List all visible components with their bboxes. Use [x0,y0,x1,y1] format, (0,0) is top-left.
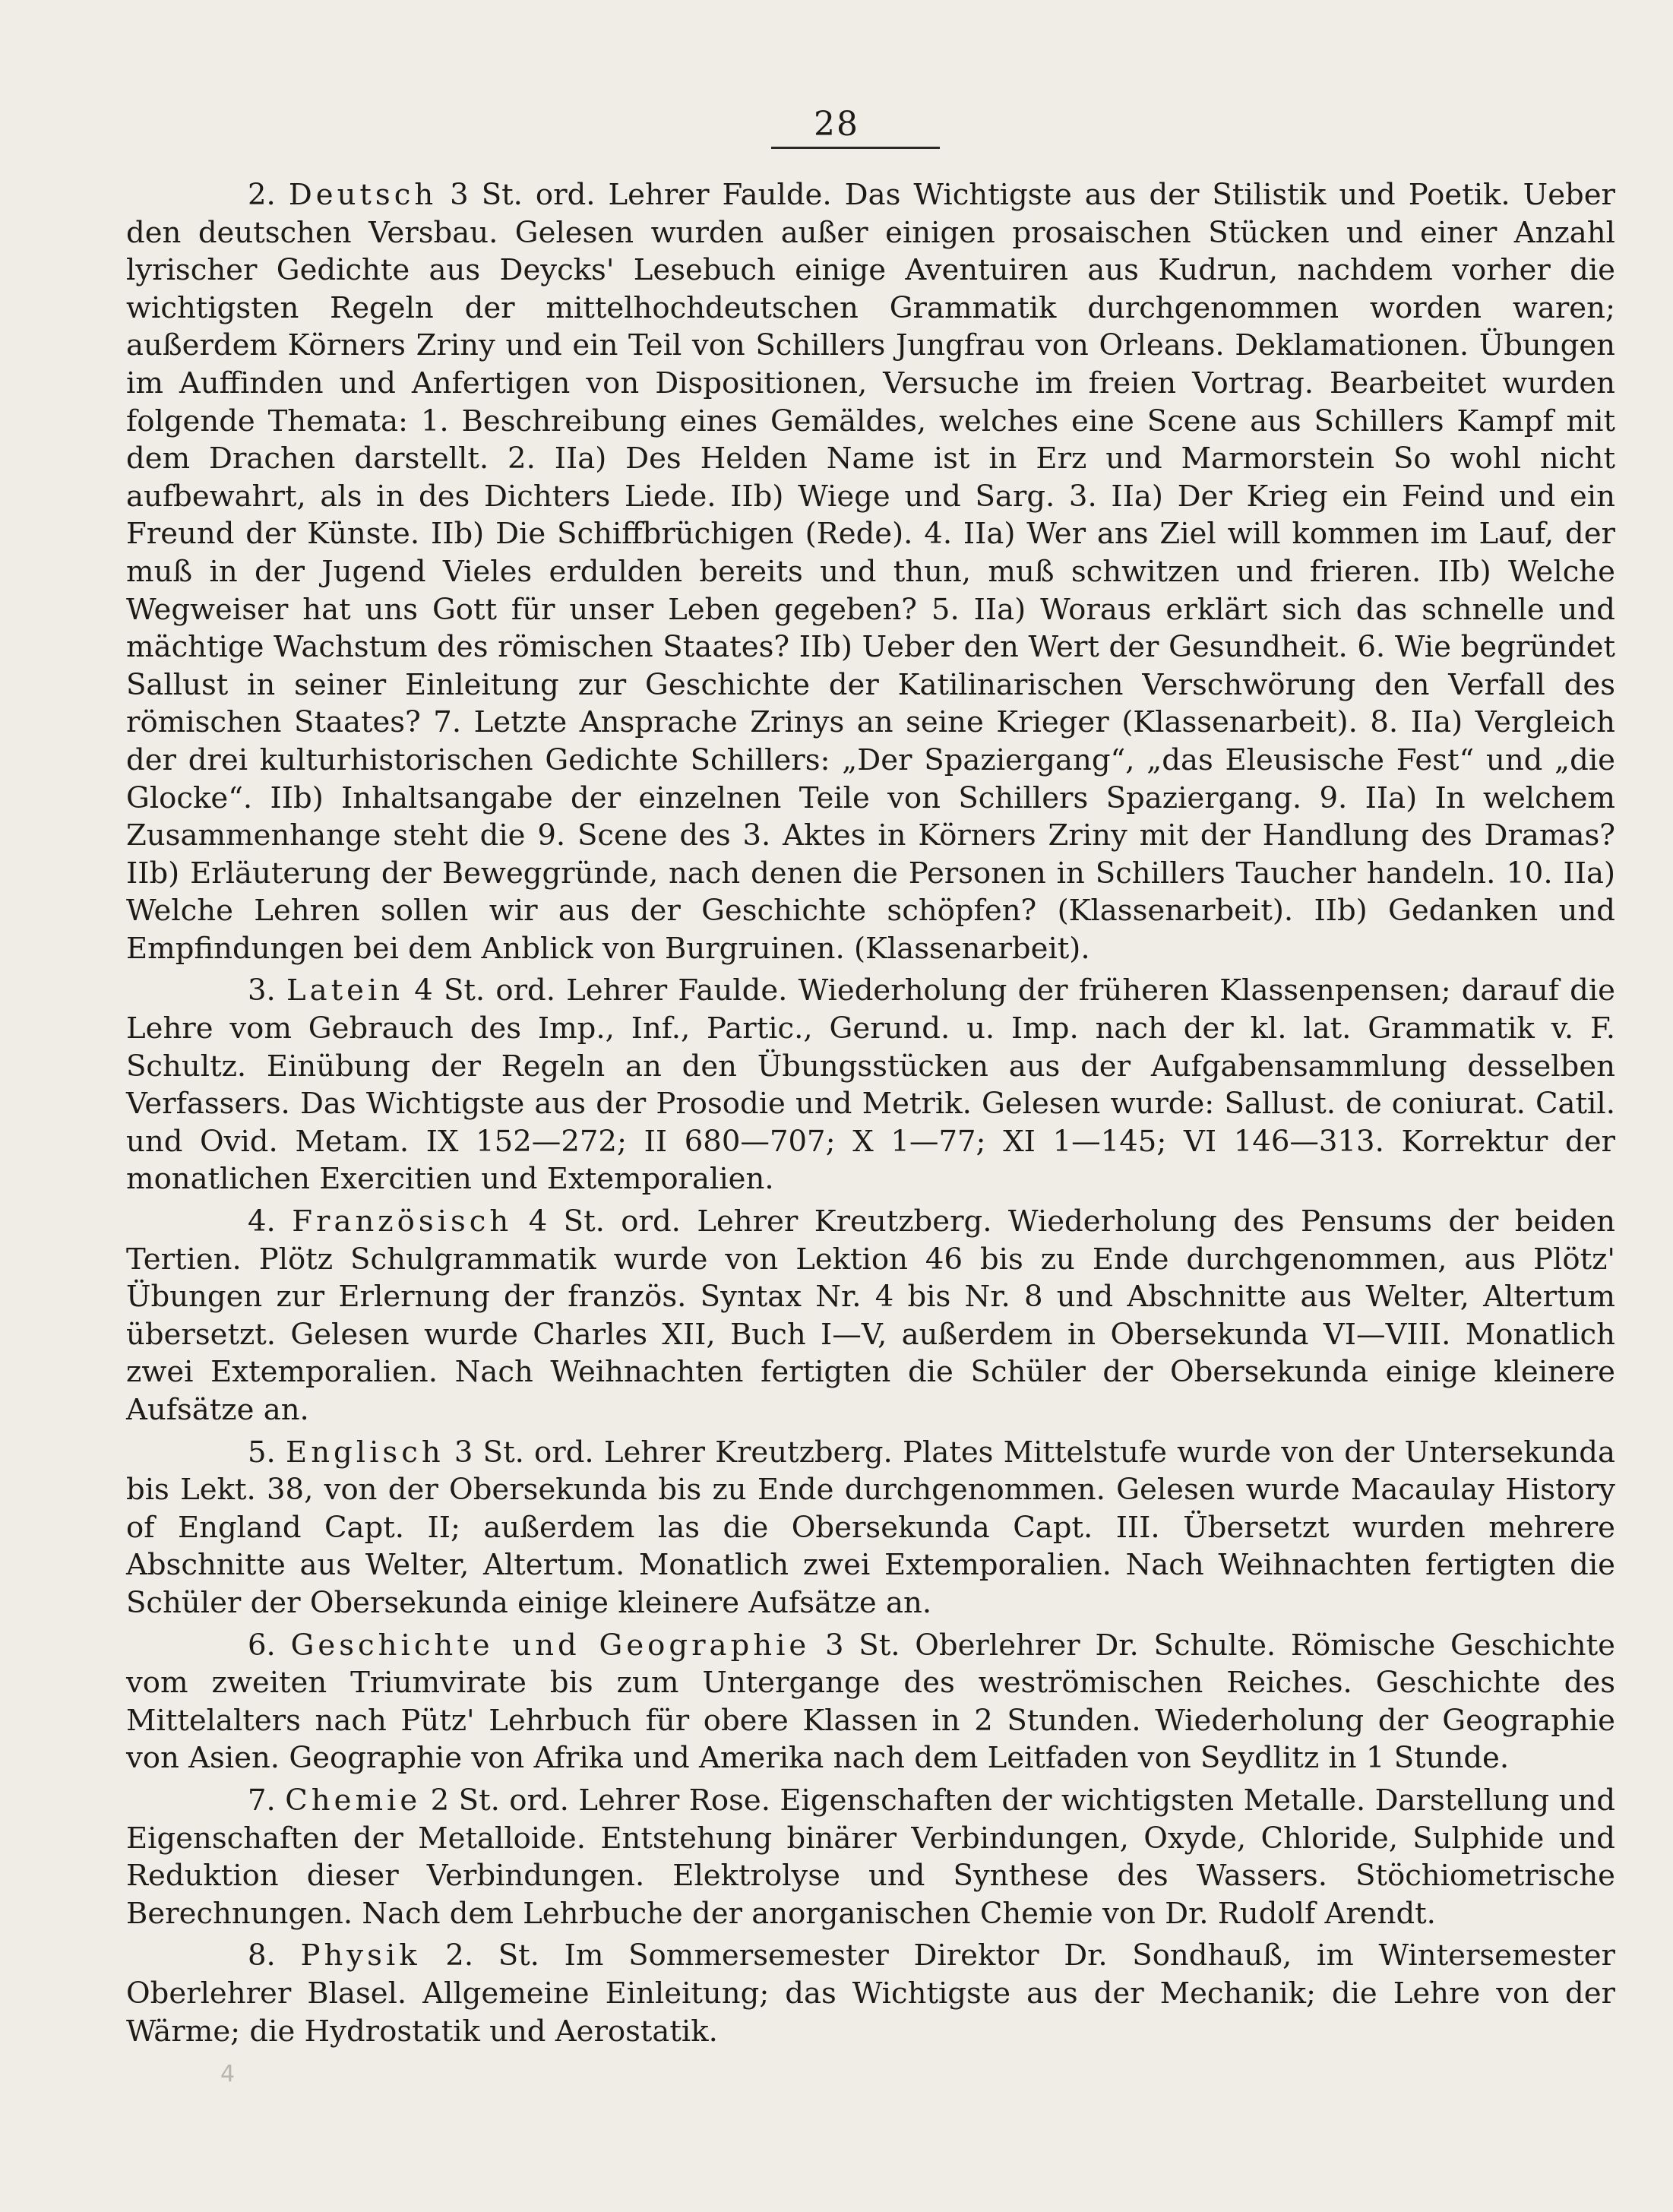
section-subject: Englisch [286,1435,444,1470]
section-englisch [126,1434,1615,1622]
section-text: 4 St. ord. Lehrer Faulde. Wiederholung der früheren Klassenpensen; darauf die Lehre vom Gebrauch des Imp., Inf., Partic., Gerund. u. Imp. nach der kl. lat. Grammatik v. F. Schultz. Einübung der Regeln an den Übungsstücken aus der Aufgabensammlung desselben Verfassers. Das Wichtigste aus der Prosodie und Metrik. Gelesen wurde: Sallust. de coniurat. Catil. und Ovid. Metam. IX 152—272; II 680—707; X 1—77; XI 1—145; VI 146—313. Korrektur der monatlichen Exercitien und Extemporalien. [126,973,1616,1197]
section-text: 4 St. ord. Lehrer Kreutzberg. Wiederholung des Pensums der beiden Tertien. Plötz Schulgrammatik wurde von Lektion 46 bis zu Ende durchgenommen, aus Plötz' Übungen zur Erlernung der französ. Syntax Nr. 4 bis Nr. 8 und Abschnitte aus Welter, Altertum übersetzt. Gelesen wurde Charles XII, Buch I—V, außerdem in Obersekunda VI—VIII. Monatlich zwei Extemporalien. Nach Weihnachten fertigten die Schüler der Obersekunda einige kleinere Aufsätze an. [126,1204,1615,1427]
page-number-rule [771,147,940,149]
section-number: 2. [248,178,276,212]
page-number: 28 [814,105,859,144]
section-text: 3 St. Oberlehrer Dr. Schulte. Römische Geschichte vom zweiten Triumvirate bis zum Untergange des weströmischen Reiches. Geschichte des Mittelalters nach Pütz' Lehrbuch für obere Klassen in 2 Stunden. Wiederholung der Geographie von Asien. Geographie von Afrika und Amerika nach dem Leitfaden von Seydlitz in 1 Stunde. [126,1628,1615,1776]
section-subject: Physik [300,1938,421,1973]
section-number: 3. [248,973,276,1008]
section-number: 4. [248,1204,276,1239]
section-text: 3 St. ord. Lehrer Faulde. Das Wichtigste aus der Stilistik und Poetik. Ueber den deutschen Versbau. Gelesen wurden außer einigen prosaischen Stücken und einer Anzahl lyrischer Gedichte aus Deycks' Lesebuch einige Aventuiren aus Kudrun, nachdem vorher die wichtigsten Regeln der mittelhochdeutschen Grammatik durchgenommen worden waren; außerdem Körners Zriny und ein Teil von Schillers Jungfrau von Orleans. Deklamationen. Übungen im Auffinden und Anfertigen von Dispositionen, Versuche im freien Vortrag. Bearbeitet wurden folgende Themata: 1. Beschreibung eines Gemäldes, welches eine Scene aus Schillers Kampf mit dem Drachen darstellt. 2. IIa) Des Helden Name ist in Erz und Marmorstein So wohl nicht aufbewahrt, als in des Dichters Liede. IIb) Wiege und Sarg. 3. IIa) Der Krieg ein Feind und ein Freund der Künste. IIb) Die Schiffbrüchigen (Rede). 4. IIa) Wer ans Ziel will kommen im Lauf, der muß in der Jugend Vieles erdulden bereits und thun, muß schwitzen und frieren. IIb) Welche Wegweiser hat uns Gott für unser Leben gegeben? 5. IIa) Woraus erklärt sich das schnelle und mächtige Wachstum des römischen Staates? IIb) Ueber den Wert der Gesundheit. 6. Wie begründet Sallust in seiner Einleitung zur Geschichte der Katilinarischen Verschwörung den Verfall des römischen Staates? 7. Letzte Ansprache Zrinys an seine Krieger (Klassenarbeit). 8. IIa) Vergleich der drei kulturhistorischen Gedichte Schillers: „Der Spaziergang“, „das Eleusische Fest“ und „die Glocke“. IIb) Inhaltsangabe der einzelnen Teile von Schillers Spaziergang. 9. IIa) In welchem Zusammenhange steht die 9. Scene des 3. Aktes in Körners Zriny mit der Handlung des Dramas? IIb) Erläuterung der Beweggründe, nach denen die Personen in Schillers Taucher handeln. 10. IIa) Welche Lehren sollen wir aus der Geschichte schöpfen? (Klassenarbeit). IIb) Gedanken und Empfindungen bei dem Anblick von Burgruinen. (Klassenarbeit). [126,178,1615,966]
section-text: 2 St. ord. Lehrer Rose. Eigenschaften der wichtigsten Metalle. Darstellung und Eigenschaften der Metalloide. Entstehung binärer Verbindungen, Oxyde, Chloride, Sulphide und Reduktion dieser Verbindungen. Elektrolyse und Synthese des Wassers. Stöchiometrische Berechnungen. Nach dem Lehrbuche der anorganischen Chemie von Dr. Rudolf Arendt. [126,1783,1616,1931]
section-chemie [126,1782,1615,1932]
section-number: 6. [248,1628,276,1663]
section-subject: Deutsch [288,178,438,212]
section-number: 5. [248,1435,276,1470]
section-number: 7. [248,1783,276,1818]
section-subject: Latein [286,973,404,1008]
section-latein [126,972,1615,1198]
section-number: 8. [248,1938,276,1973]
section-subject: Französisch [292,1204,513,1239]
section-text: 3 St. ord. Lehrer Kreutzberg. Plates Mittelstufe wurde von der Untersekunda bis Lekt. 38, von der Obersekunda bis zu Ende durchgenommen. Gelesen wurde Macaulay History of England Capt. II; außerdem las die Obersekunda Capt. III. Übersetzt wurden mehrere Abschnitte aus Welter, Altertum. Monatlich zwei Extemporalien. Nach Weihnachten fertigten die Schüler der Obersekunda einige kleinere Aufsätze an. [126,1435,1615,1620]
signature-mark: 4 [220,2061,236,2087]
section-franzoesisch [126,1203,1615,1429]
section-deutsch [126,176,1615,967]
report-content [126,176,1615,2055]
section-subject: Chemie [285,1783,422,1818]
section-text: 2. St. Im Sommersemester Direktor Dr. Sondhauß, im Wintersemester Oberlehrer Blasel. Allgemeine Einleitung; das Wichtigste aus der Mechanik; die Lehre von der Wärme; die Hydrostatik und Aerostatik. [126,1938,1615,2049]
section-physik [126,1937,1615,2050]
section-geschichte-geographie [126,1627,1615,1777]
section-subject: Geschichte und Geographie [290,1628,811,1663]
